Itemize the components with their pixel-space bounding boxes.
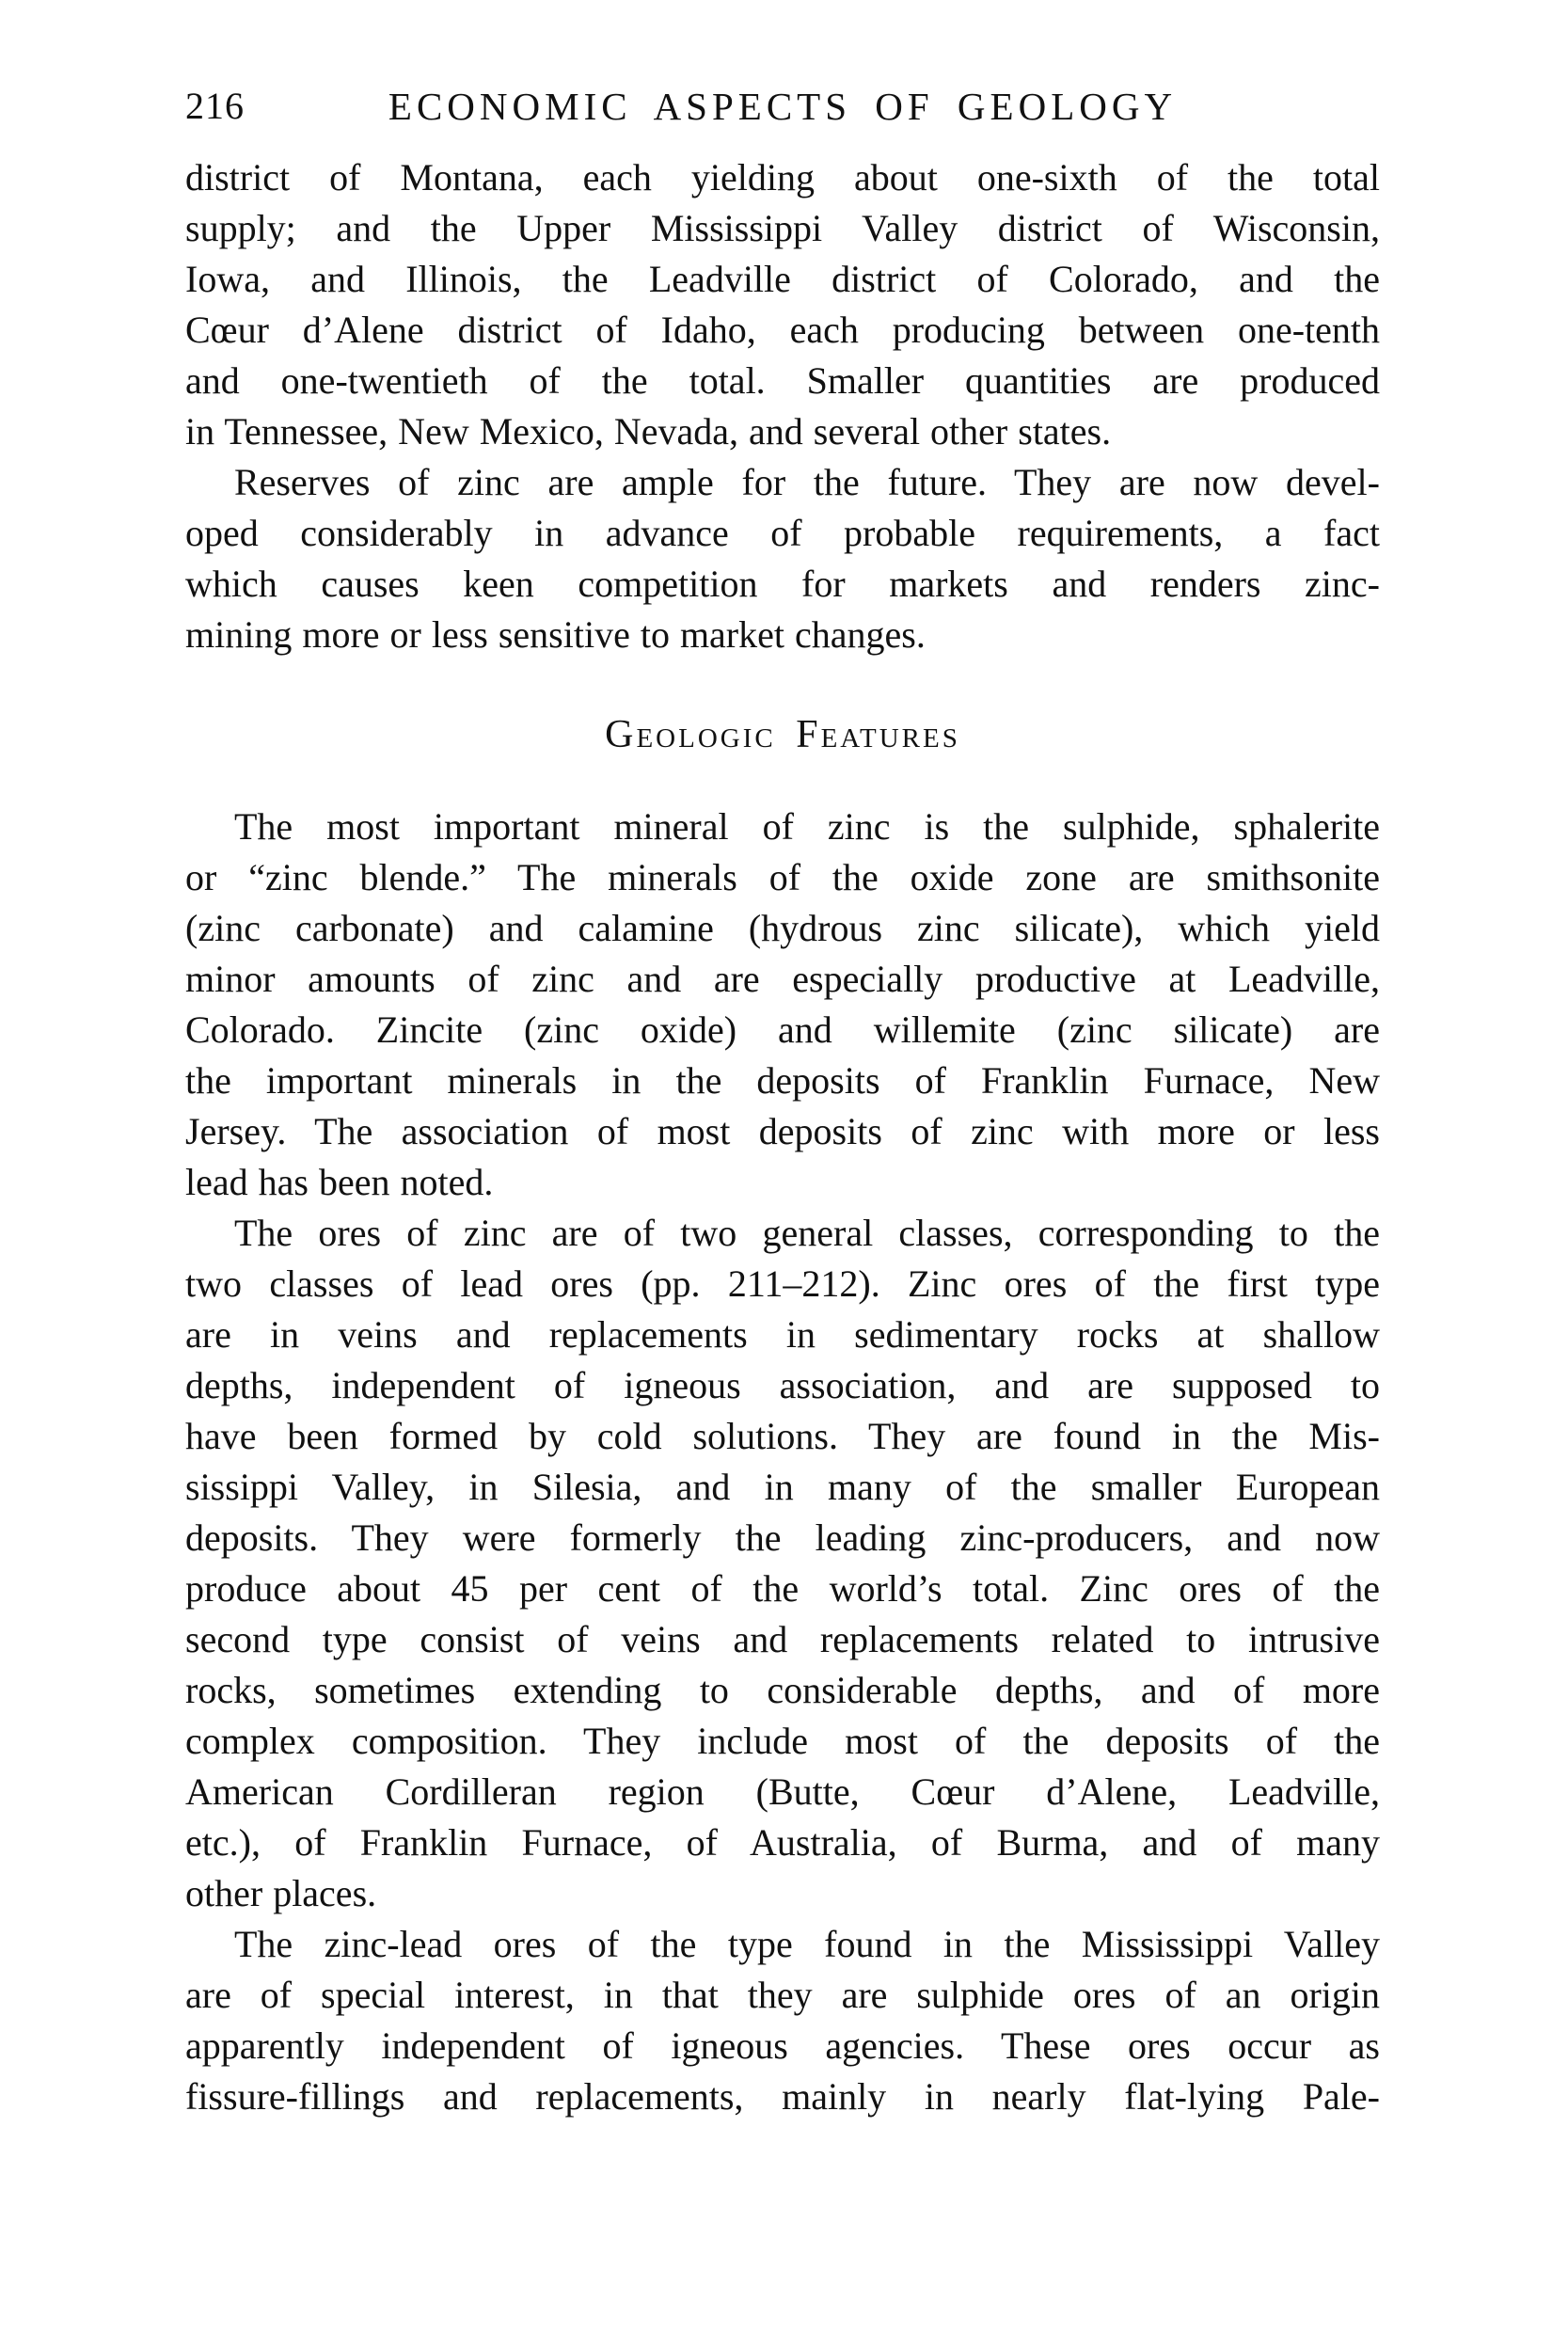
text-line: The zinc-lead ores of the type found in the Mississippi Valley [234,1923,1380,1965]
text-line: supply; and the Upper Mississippi Valley district of Wisconsin, [185,207,1380,249]
text-line: Colorado. Zincite (zinc oxide) and willemite (zinc silicate) are [185,1008,1380,1051]
paragraph [185,457,1380,660]
text-line: mining more or less sensitive to market changes. [185,613,926,656]
page-body [185,152,1380,2122]
paragraph [185,1919,1380,2122]
text-line: fissure-fillings and replacements, mainly in nearly flat-lying Pale- [185,2075,1380,2118]
text-line: which causes keen competition for markets and renders zinc- [185,563,1380,605]
text-line: sissippi Valley, in Silesia, and in many of the smaller European [185,1466,1380,1508]
text-line: are of special interest, in that they are sulphide ores of an origin [185,1974,1380,2016]
text-line: etc.), of Franklin Furnace, of Australia, of Burma, and of many [185,1821,1380,1864]
section-heading: Geologic Features [605,713,960,756]
text-line: are in veins and replacements in sedimentary rocks at shallow [185,1313,1380,1356]
text-line: depths, independent of igneous association, and are supposed to [185,1364,1380,1406]
text-line: or “zinc blende.” The minerals of the oxide zone are smithsonite [185,856,1380,898]
text-line: Iowa, and Illinois, the Leadville district of Colorado, and the [185,258,1380,300]
paragraph [185,802,1380,1208]
page-header [185,85,1380,128]
text-line: minor amounts of zinc and are especially productive at Leadville, [185,958,1380,1000]
text-line: Reserves of zinc are ample for the future. They are now devel- [234,461,1380,503]
paragraph [185,1208,1380,1919]
text-line: The most important mineral of zinc is the sulphide, sphalerite [234,805,1380,848]
text-line: district of Montana, each yielding about one-sixth of the total [185,156,1380,198]
text-line: rocks, sometimes extending to considerable depths, and of more [185,1669,1380,1711]
text-line: Jersey. The association of most deposits of zinc with more or less [185,1110,1380,1152]
paragraph [185,152,1380,457]
text-line: oped considerably in advance of probable requirements, a fact [185,512,1380,554]
text-line: in Tennessee, New Mexico, Nevada, and several other states. [185,410,1112,452]
text-line: (zinc carbonate) and calamine (hydrous zinc silicate), which yield [185,907,1380,949]
text-line: the important minerals in the deposits of Franklin Furnace, New [185,1059,1380,1102]
text-line: deposits. They were formerly the leading zinc-producers, and now [185,1516,1380,1559]
text-line: and one-twentieth of the total. Smaller quantities are produced [185,359,1380,402]
text-line: lead has been noted. [185,1161,494,1203]
text-line: have been formed by cold solutions. They are found in the Mis- [185,1415,1380,1457]
text-line: second type consist of veins and replacements related to intrusive [185,1618,1380,1660]
page-number: 216 [185,85,245,127]
text-line: complex composition. They include most of the deposits of the [185,1720,1380,1762]
text-line: two classes of lead ores (pp. 211–212). Zinc ores of the first type [185,1262,1380,1305]
text-line: apparently independent of igneous agencies. These ores occur as [185,2024,1380,2067]
running-title: ECONOMIC ASPECTS OF GEOLOGY [388,85,1178,128]
text-line: other places. [185,1872,377,1914]
text-line: American Cordilleran region (Butte, Cœur d’Alene, Leadville, [185,1770,1380,1813]
text-line: The ores of zinc are of two general classes, corresponding to the [234,1212,1380,1254]
text-line: Cœur d’Alene district of Idaho, each producing between one-tenth [185,309,1380,351]
text-line: produce about 45 per cent of the world’s total. Zinc ores of the [185,1567,1380,1610]
